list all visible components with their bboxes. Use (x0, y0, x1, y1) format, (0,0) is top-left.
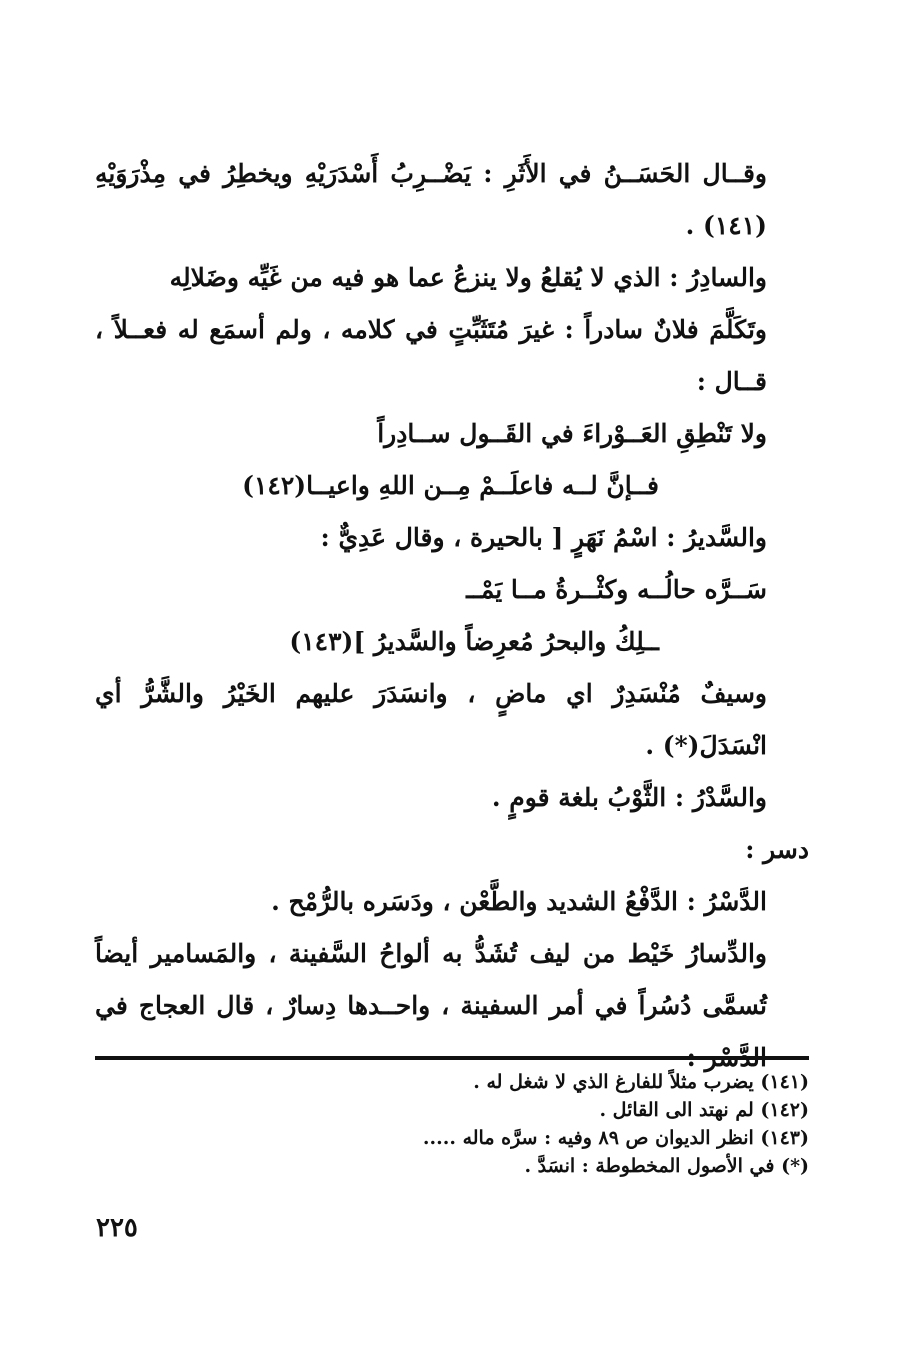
page-number: ٢٢٥ (96, 1213, 138, 1243)
verse-line: فــإنَّ لــه فاعلَــمْ مِــن اللهِ واعيــا(١٤٢) (242, 471, 659, 500)
paragraph-munsadir: وسيفٌ مُنْسَدِرٌ اي ماضٍ ، وانسَدَرَ عليهم الخَيْرُ والشَّرُّ أي انْسَدَلَ(*) . (95, 679, 767, 760)
verse-line: ــلِكُ والبحرُ مُعرِضاً والسَّديرُ ](١٤٣) (289, 627, 659, 656)
entry-heading: دسر : (745, 835, 809, 864)
verse-line: سَــرَّه حالُــه وكثْــرةُ مــا يَمْــ (466, 575, 767, 604)
footnotes (250, 1068, 809, 1180)
footnote: (*) في الأصول المخطوطة : انسَدَّ . (524, 1155, 809, 1177)
paragraph-sadr: والسَّدْرُ : الثَّوْبُ بلغة قومٍ . (491, 783, 767, 812)
paragraph-disar: والدِّسارُ خَيْط من ليف تُشَدُّ به ألواحُ السَّفينة ، والمَسامير أيضاً تُسمَّى دُسُراً في أمر السفينة ، واحــدها دِسارٌ ، قال العجاج في الدَّسْر : (95, 939, 768, 1072)
verse-line: ولا تَنْطِقِ العَــوْراءَ في القَــول ســادِراً (377, 419, 767, 448)
footnote-divider (95, 1056, 809, 1060)
paragraph-sadir: والسادِرُ : الذي لا يُقلعُ ولا ينزعُ عما هو فيه من غَيِّه وضَلالِه (169, 263, 767, 292)
paragraph-dasr: الدَّسْرُ : الدَّفْعُ الشديد والطَّعْن ، ودَسَره بالرُّمْح . (271, 887, 767, 916)
footnote: (١٤٢) لم نهتد الى القائل . (599, 1099, 809, 1121)
paragraph-sadir-river: والسَّديرُ : اسْمُ نَهَرٍ [ بالحيرة ، وقال عَدِيٌّ : (320, 523, 767, 552)
footnote: (١٤١) يضرب مثلاً للفارغ الذي لا شغل له . (473, 1071, 809, 1093)
footnote: (١٤٣) انظر الديوان ص ٨٩ وفيه : سرَّه ماله ..... (422, 1127, 809, 1149)
main-text (95, 148, 809, 1084)
paragraph-takallama: وتَكَلَّمَ فلانٌ سادراً : غيرَ مُتَثَبِّتٍ في كلامه ، ولم أسمَع له فعــلاً ، قــال : (95, 315, 767, 396)
paragraph-hasan: وقــال الحَسَــنُ في الأَثَرِ : يَضْــرِبُ أَسْدَرَيْهِ ويخطِرُ في مِذْرَوَيْهِ (١٤١) . (95, 159, 767, 240)
